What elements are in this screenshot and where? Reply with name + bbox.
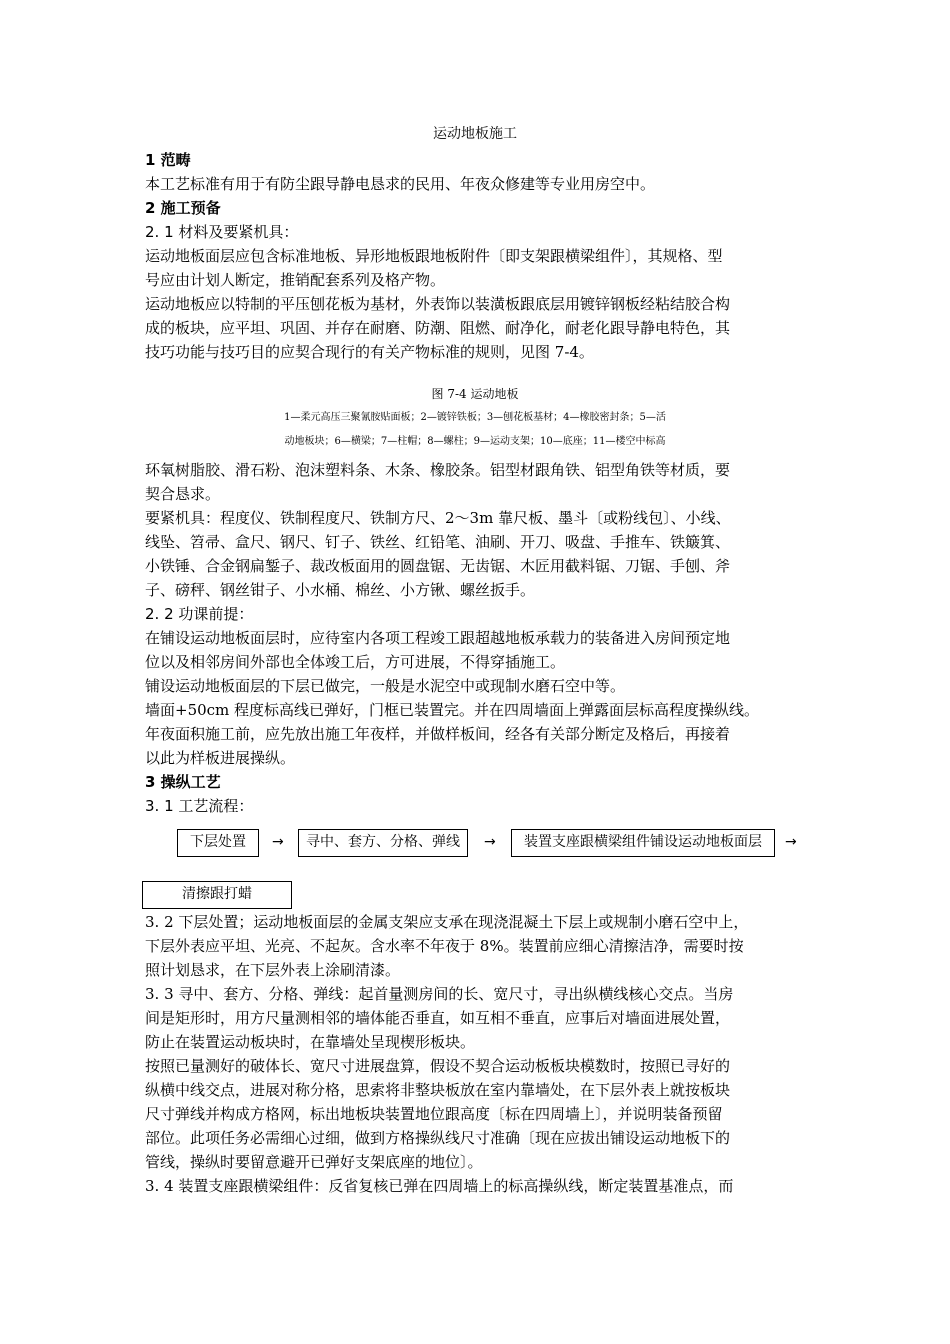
paragraph-line: 铺设运动地板面层的下层已做完，一般是水泥空中或现制水磨石空中等。 bbox=[145, 677, 626, 695]
subsection-heading: 2. 1 材料及要紧机具： bbox=[145, 223, 299, 241]
figure-title: 图 7-4 运动地板 bbox=[431, 387, 519, 401]
subsection-heading: 2. 2 功课前提： bbox=[145, 605, 254, 623]
section-heading: 2 施工预备 bbox=[145, 199, 221, 217]
paragraph-line: 小铁锤、合金钢扁錾子、裁改板面用的圆盘锯、无齿锯、木匠用截料锯、刀锯、手刨、斧 bbox=[145, 557, 731, 575]
paragraph: 本工艺标准有用于有防尘跟导静电恳求的民用、年夜众修建等专业用房空中。 bbox=[145, 175, 656, 193]
paragraph-line: 技巧功能与技巧目的应契合现行的有关产物标准的规则，见图 7-4。 bbox=[145, 343, 594, 361]
paragraph-line: 线坠、笤帚、盒尺、钢尺、钉子、铁丝、红铅笔、油刷、开刀、吸盘、手推车、铁簸箕、 bbox=[145, 533, 731, 551]
paragraph-line: 纵横中线交点，进展对称分格，思索将非整块板放在室内靠墙处，在下层外表上就按板块 bbox=[145, 1081, 731, 1099]
paragraph-line: 契合恳求。 bbox=[145, 485, 221, 503]
section-2-continued bbox=[145, 458, 810, 818]
paragraph-line: 按照已量测好的破体长、宽尺寸进展盘算，假设不契合运动板板块模数时，按照已寻好的 bbox=[145, 1057, 731, 1075]
flow-step-layout-lines: 寻中、套方、分格、弹线 bbox=[298, 829, 468, 857]
paragraph-line: 3. 4 装置支座跟横梁组件：反省复核已弹在四周墙上的标高操纵线，断定装置基准点，而 bbox=[145, 1177, 734, 1195]
paragraph-line: 部位。此项任务必需细心过细，做到方格操纵线尺寸准确〔现在应拔出铺设运动地板下的 bbox=[145, 1129, 731, 1147]
section-1 bbox=[145, 148, 810, 364]
subsection-heading: 3. 1 工艺流程： bbox=[145, 797, 254, 815]
section-heading: 1 范畴 bbox=[145, 151, 191, 169]
flow-step-clean-wax: 清擦跟打蜡 bbox=[142, 881, 292, 909]
figure-caption: 1—柔元高压三聚氰胺贴面板；2—镀锌铁板；3—刨花板基材；4—橡胶密封条；5—活 bbox=[284, 412, 666, 423]
paragraph-line: 尺寸弹线并构成方格网，标出地板块装置地位跟高度〔标在四周墙上〕，并说明装备预留 bbox=[145, 1105, 723, 1123]
flow-arrow-icon: → bbox=[484, 834, 496, 850]
section-heading: 3 操纵工艺 bbox=[145, 773, 221, 791]
paragraph-line: 子、磅秤、钢丝钳子、小水桶、棉丝、小方锹、螺丝扳手。 bbox=[145, 581, 536, 599]
paragraph-line: 运动地板面层应包含标准地板、异形地板跟地板附件〔即支架跟横梁组件〕，其规格、型 bbox=[145, 247, 723, 265]
paragraph-line: 照计划恳求，在下层外表上涂刷清漆。 bbox=[145, 961, 401, 979]
paragraph-line: 以此为样板进展操纵。 bbox=[145, 749, 296, 767]
paragraph-line: 管线，操纵时要留意避开已弹好支架底座的地位〕。 bbox=[145, 1153, 483, 1171]
paragraph-line: 墙面+50cm 程度标高线已弹好，门框已装置完。并在四周墙面上弹露面层标高程度操纵线。 bbox=[145, 701, 760, 719]
paragraph-line: 下层外表应平坦、光亮、不起灰。含水率不年夜于 8%。装置前应细心清擦洁净，需要时按 bbox=[145, 937, 744, 955]
paragraph-line: 运动地板应以特制的平压刨花板为基材，外表饰以装潢板跟底层用镀锌钢板经粘结胶合构 bbox=[145, 295, 731, 313]
paragraph-line: 成的板块，应平坦、巩固、并存在耐磨、防潮、阻燃、耐净化，耐老化跟导静电特色，其 bbox=[145, 319, 731, 337]
paragraph-line: 号应由计划人断定，推销配套系列及格产物。 bbox=[145, 271, 446, 289]
paragraph-line: 在铺设运动地板面层时，应待室内各项工程竣工跟超越地板承载力的装备进入房间预定地 bbox=[145, 629, 731, 647]
paragraph-line: 3. 3 寻中、套方、分格、弹线：起首量测房间的长、宽尺寸，寻出纵横线核心交点。当房 bbox=[145, 985, 734, 1003]
paragraph-line: 年夜面积施工前，应先放出施工年夜样，并做样板间，经各有关部分断定及格后，再接着 bbox=[145, 725, 731, 743]
paragraph-line: 环氧树脂胶、滑石粉、泡沫塑料条、木条、橡胶条。铝型材跟角铁、铝型角铁等材质，要 bbox=[145, 461, 731, 479]
flow-arrow-icon: → bbox=[272, 834, 284, 850]
flow-arrow-icon: → bbox=[785, 834, 797, 850]
paragraph-line: 位以及相邻房间外部也全体竣工后，方可进展，不得穿插施工。 bbox=[145, 653, 566, 671]
paragraph-line: 要紧机具：程度仪、铁制程度尺、铁制方尺、2～3m 靠尺板、墨斗〔或粉线包〕、小线、 bbox=[145, 509, 731, 527]
section-3-body bbox=[145, 910, 810, 1198]
paragraph-line: 防止在装置运动板块时，在靠墙处呈现楔形板块。 bbox=[145, 1033, 476, 1051]
paragraph-line: 间是矩形时，用方尺量测相邻的墙体能否垂直，如互相不垂直，应事后对墙面进展处置， bbox=[145, 1009, 731, 1027]
paragraph-line: 3. 2 下层处置；运动地板面层的金属支架应支承在现浇混凝土下层上或规制小磨石空中上， bbox=[145, 913, 749, 931]
flow-step-base-treatment: 下层处置 bbox=[177, 829, 259, 857]
flow-step-install-supports: 装置支座跟横梁组件铺设运动地板面层 bbox=[511, 829, 775, 857]
figure-caption: 动地板块；6—横梁；7—柱帽；8—螺柱；9—运动支架；10—底座；11—楼空中标高 bbox=[284, 436, 666, 447]
document-title: 运动地板施工 bbox=[433, 126, 517, 142]
